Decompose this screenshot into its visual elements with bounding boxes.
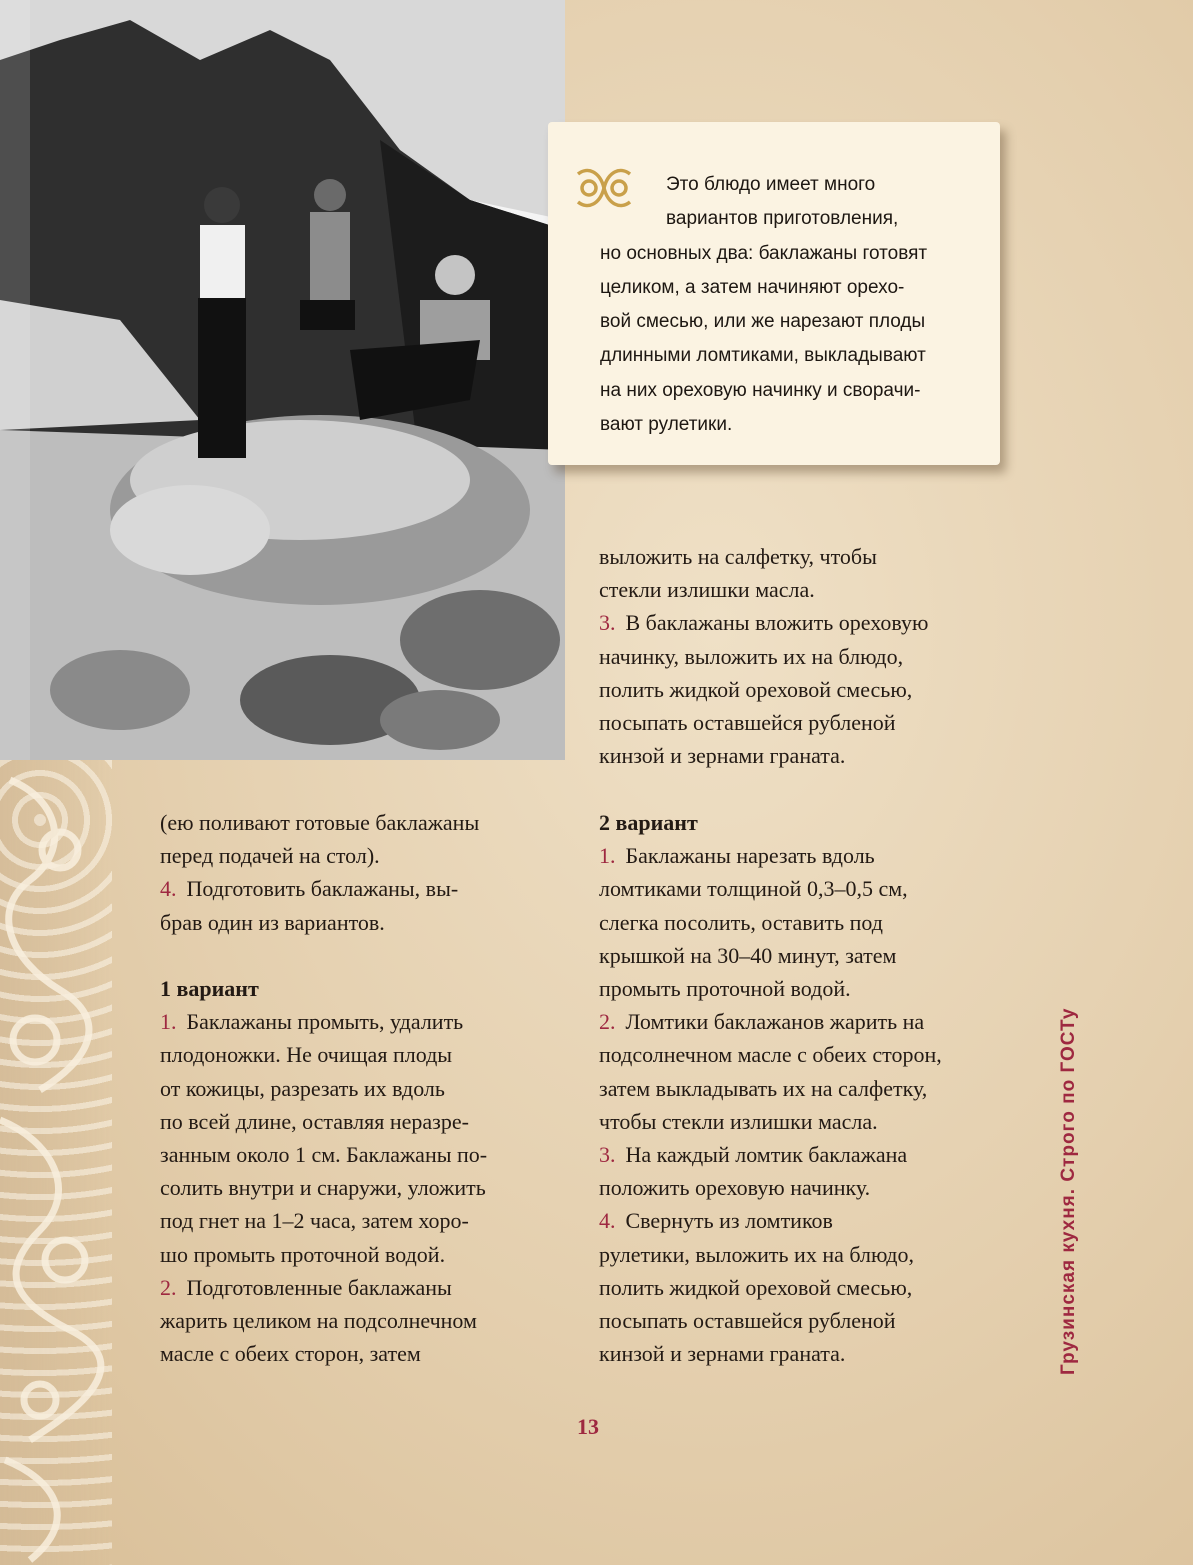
text-line: под гнет на 1–2 часа, затем хоро- bbox=[160, 1208, 469, 1234]
text-line: 1. Баклажаны нарезать вдоль bbox=[599, 843, 875, 869]
note-line: на них ореховую начинку и сворачи- bbox=[600, 379, 921, 401]
note-card bbox=[548, 122, 1000, 465]
text-line: от кожицы, разрезать их вдоль bbox=[160, 1075, 445, 1101]
step-number: 2. bbox=[160, 1274, 177, 1300]
step-number: 1. bbox=[160, 1009, 177, 1035]
text-line: стекли излишки масла. bbox=[599, 577, 815, 603]
text-line: слегка посолить, оставить под bbox=[599, 909, 883, 935]
text-line: 3. На каждый ломтик баклажана bbox=[599, 1142, 908, 1168]
text-line: затем выкладывать их на салфетку, bbox=[599, 1075, 928, 1101]
ornament-pattern-icon bbox=[0, 760, 112, 1565]
variant-2-heading: 2 вариант bbox=[599, 810, 698, 835]
text-line: чтобы стекли излишки масла. bbox=[599, 1108, 878, 1134]
text-line: подсолнечном масле с обеих сторон, bbox=[599, 1042, 942, 1068]
text-line: 4. Свернуть из ломтиков bbox=[599, 1208, 833, 1234]
photo-image bbox=[0, 0, 565, 760]
note-line: длинными ломтиками, выкладывают bbox=[600, 345, 926, 367]
step-number: 4. bbox=[160, 876, 177, 902]
text-line: солить внутри и снаружи, уложить bbox=[160, 1175, 486, 1201]
variant-1-heading: 1 вариант bbox=[160, 976, 259, 1001]
text-line: шо промыть проточной водой. bbox=[160, 1241, 446, 1267]
photo-men-on-rocks bbox=[0, 0, 565, 760]
recipe-text-left bbox=[160, 806, 580, 1370]
text-line: масле с обеих сторон, затем bbox=[160, 1341, 421, 1367]
text-line: посыпать оставшейся рубленой bbox=[599, 710, 896, 736]
text-line: кинзой и зернами граната. bbox=[599, 743, 846, 769]
note-line: вают рулетики. bbox=[600, 414, 733, 436]
text-line: кинзой и зернами граната. bbox=[599, 1341, 846, 1367]
text-line: полить жидкой ореховой смесью, bbox=[599, 676, 913, 702]
text-line: 2. Ломтики баклажанов жарить на bbox=[599, 1009, 925, 1035]
text-line: крышкой на 30–40 минут, затем bbox=[599, 942, 897, 968]
step-number: 1. bbox=[599, 843, 616, 869]
text-line: начинку, выложить их на блюдо, bbox=[599, 643, 904, 669]
text-line: 4. Подготовить баклажаны, вы- bbox=[160, 876, 459, 902]
note-line: вариантов приготовления, bbox=[666, 208, 899, 230]
text-line: рулетики, выложить их на блюдо, bbox=[599, 1241, 915, 1267]
step-number: 2. bbox=[599, 1009, 616, 1035]
step-number: 3. bbox=[599, 1142, 616, 1168]
text-line: 1. Баклажаны промыть, удалить bbox=[160, 1009, 464, 1035]
text-line: ломтиками толщиной 0,3–0,5 см, bbox=[599, 876, 908, 902]
text-line: положить ореховую начинку. bbox=[599, 1175, 871, 1201]
text-line: жарить целиком на подсолнечном bbox=[160, 1308, 477, 1334]
text-line: 2. Подготовленные баклажаны bbox=[160, 1274, 452, 1300]
text-line: промыть проточной водой. bbox=[599, 976, 851, 1002]
text-line: брав один из вариантов. bbox=[160, 909, 385, 935]
text-line: полить жидкой ореховой смесью, bbox=[599, 1274, 913, 1300]
text-line: выложить на салфетку, чтобы bbox=[599, 544, 877, 569]
step-number: 4. bbox=[599, 1208, 616, 1234]
note-line: Это блюдо имеет много bbox=[666, 174, 876, 195]
recipe-text-right bbox=[599, 806, 1019, 1370]
note-line: но основных два: баклажаны готовят bbox=[600, 242, 928, 264]
page-number: 13 bbox=[577, 1414, 599, 1439]
text-line: 3. В баклажаны вложить ореховую bbox=[599, 610, 929, 636]
note-line: вой смесью, или же нарезают плоды bbox=[600, 311, 926, 333]
left-ornament-strip bbox=[0, 760, 112, 1565]
running-title-vertical: Грузинская кухня. Строго по ГОСТу bbox=[1058, 1007, 1079, 1375]
text-line: плодоножки. Не очищая плоды bbox=[160, 1042, 453, 1068]
step-number: 3. bbox=[599, 610, 616, 636]
text-line: занным около 1 см. Баклажаны по- bbox=[160, 1142, 488, 1168]
recipe-text-right-top bbox=[599, 540, 1019, 772]
note-text bbox=[600, 168, 1000, 442]
text-line: (ею поливают готовые баклажаны bbox=[160, 810, 480, 835]
text-line: по всей длине, оставляя неразре- bbox=[160, 1108, 469, 1134]
note-line: целиком, а затем начиняют орехо- bbox=[600, 276, 905, 298]
text-line: посыпать оставшейся рубленой bbox=[599, 1308, 896, 1334]
text-line: перед подачей на стол). bbox=[160, 843, 380, 869]
